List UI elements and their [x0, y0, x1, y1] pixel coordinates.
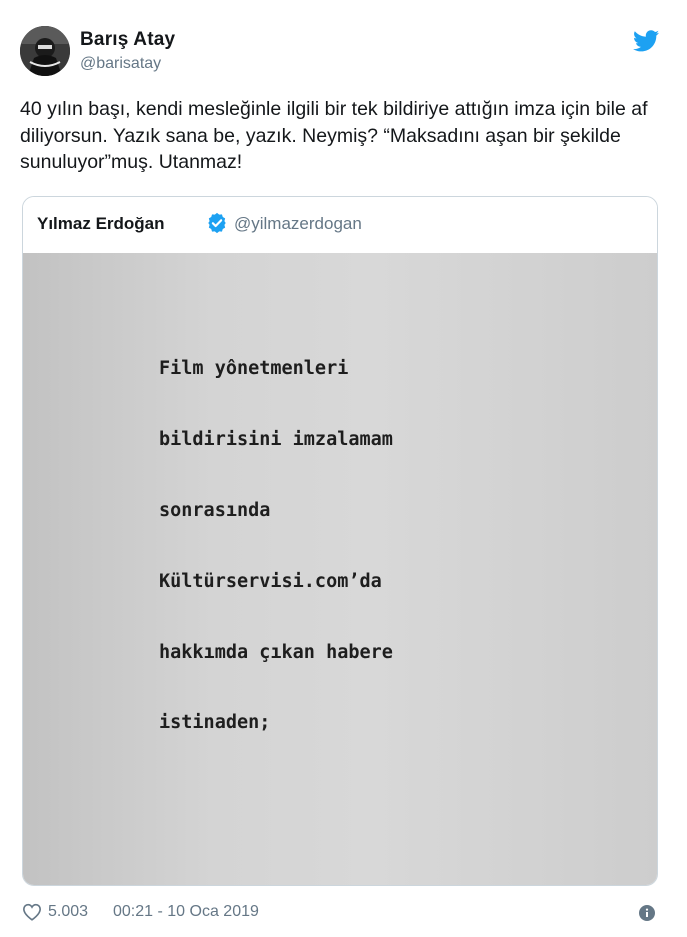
- quoted-author-display-name[interactable]: Yılmaz Erdoğan: [37, 214, 165, 233]
- statement-line: Kültürservisi.com’da: [159, 570, 382, 592]
- tweet-footer: [22, 900, 667, 926]
- statement-line: sonrasında: [159, 499, 271, 521]
- statement-line: istinaden;: [159, 712, 271, 734]
- author-handle[interactable]: @barisatay: [80, 55, 162, 72]
- quoted-tweet-header: [23, 197, 657, 253]
- statement-line: bildirisini imzalamam: [159, 429, 393, 451]
- twitter-bird-icon[interactable]: [633, 30, 659, 52]
- tweet-header: [20, 24, 667, 78]
- quoted-author-handle[interactable]: @yilmazerdogan: [234, 214, 362, 233]
- tweet-text: 40 yılın başı, kendi mesleğinle ilgili bir tek bildiriye attığın imza için bile af diliyorsun. Yazık sana be, yazık. Neymiş? “Maksadını aşan bir şekilde sunuluyor”muş. Utanmaz!: [20, 98, 648, 173]
- statement-paragraph: [159, 853, 599, 886]
- avatar[interactable]: [20, 26, 70, 76]
- statement-line: Film yônetmenleri: [159, 358, 349, 380]
- heart-icon[interactable]: [22, 903, 42, 921]
- info-icon[interactable]: [639, 905, 655, 921]
- author-info[interactable]: [80, 29, 175, 73]
- like-count[interactable]: 5.003: [48, 903, 89, 920]
- statement-paragraph: [159, 310, 599, 782]
- statement-line: hakkımda çıkan habere: [159, 641, 393, 663]
- quoted-tweet[interactable]: [22, 196, 658, 886]
- quoted-statement-image[interactable]: [23, 253, 657, 886]
- verified-badge-icon: [206, 212, 228, 234]
- tweet-timestamp[interactable]: 00:21 - 10 Oca 2019: [113, 903, 259, 920]
- author-display-name[interactable]: Barış Atay: [80, 29, 176, 50]
- statement-text: [159, 263, 599, 886]
